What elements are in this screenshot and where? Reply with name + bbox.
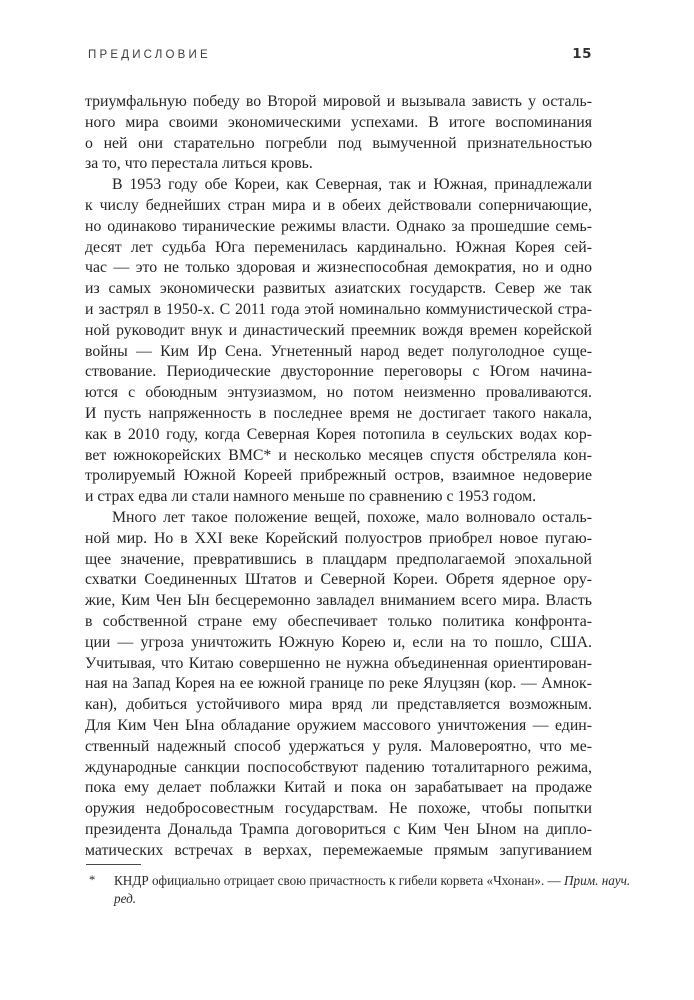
text-line: ная на Запад Корея на ее южной границе по реке Ялуцзян (кор. — Амнок- xyxy=(85,675,592,693)
text-line: И пусть напряженность в последнее время не достигает такого накала, xyxy=(85,404,592,422)
text-line: жие, Ким Чен Ын бесцеремонно завладел вниманием всего мира. Власть xyxy=(85,592,592,610)
text-line: ственный надежный способ удержаться у руля. Маловероятно, что ме- xyxy=(85,737,592,755)
text-line: войны — Ким Ир Сена. Угнетенный народ ведет полуголодное суще- xyxy=(85,342,592,360)
text-line: матических встречах в верхах, перемежаемые прямым запугиванием xyxy=(85,841,592,859)
footnote-note-italic-cont: ред. xyxy=(114,890,137,906)
text-line: вет южнокорейских ВМС* и несколько месяцев спустя обстреляла кон- xyxy=(85,446,592,464)
text-line: ствование. Периодические двусторонние переговоры с Югом начина- xyxy=(85,363,592,381)
text-line: Много лет такое положение вещей, похоже, мало волновало осталь- xyxy=(112,508,592,526)
text-line: в собственной стране ему обеспечивает только политика конфронта- xyxy=(85,612,592,630)
text-line: десят лет судьба Юга переменилась кардинально. Южная Корея сей- xyxy=(85,238,592,256)
text-line: пока ему делает поблажки Китай и пока он зарабатывает на продаже xyxy=(85,779,592,797)
paragraph xyxy=(85,92,592,175)
footnote-text: КНДР официально отрицает свою причастность к гибели корвета «Чхонан». — xyxy=(114,873,565,888)
text-line: триумфальную победу во Второй мировой и вызывала зависть у осталь- xyxy=(85,93,592,110)
text-line: оружия недобросовестным государствам. Не похоже, чтобы попытки xyxy=(85,800,592,818)
text-line: ции — угроза уничтожить Южную Корею и, если на то пошло, США. xyxy=(85,633,592,651)
text-line: за то, что перестала литься кровь. xyxy=(85,155,313,173)
text-line: ного мира своими экономическими успехами. В итоге воспоминания xyxy=(85,113,592,131)
text-line: из самых экономически развитых азиатских государств. Север же так xyxy=(85,280,592,298)
text-line: как в 2010 году, когда Северная Корея потопила в сеульских водах кор- xyxy=(85,425,592,443)
text-line: и застрял в 1950-х. С 2011 года этой номинально коммунистической стра- xyxy=(85,300,592,318)
paragraph xyxy=(85,175,592,508)
footnote xyxy=(85,872,631,907)
text-line: схватки Соединенных Штатов и Северной Кореи. Обретя ядерное ору- xyxy=(85,571,592,589)
text-line: тролируемый Южной Кореей прибрежный остров, взаимное недоверие xyxy=(85,467,592,485)
text-line: ной руководит внук и династический преемник вождя времен корейской xyxy=(85,321,592,339)
text-line: но одинаково тиранические режимы власти. Однако за прошедшие семь- xyxy=(85,217,592,235)
text-line: В 1953 году обе Кореи, как Северная, так и Южная, принадлежали xyxy=(112,176,592,194)
text-line: президента Дональда Трампа договориться с Ким Чен Ыном на дипло- xyxy=(85,820,592,838)
body-text xyxy=(85,92,592,861)
text-line: ждународные санкции поспособствуют падению тоталитарного режима, xyxy=(85,758,592,776)
section-title: ПРЕДИСЛОВИЕ xyxy=(88,49,211,61)
footnote-line-2 xyxy=(85,890,592,908)
text-line: о ней они старательно погребли под вымученной признательностью xyxy=(85,134,592,152)
footnote-separator xyxy=(86,864,141,865)
text-line: и страх едва ли стали намного меньше по сравнению с 1953 годом. xyxy=(85,488,537,506)
text-line: час — это не только здоровая и жизнеспособная демократия, но и одно xyxy=(85,259,592,277)
text-line: Учитывая, что Китаю совершенно не нужна объединенная ориентирован- xyxy=(85,654,592,672)
footnote-note-italic: Прим. науч. xyxy=(564,873,631,888)
page-header xyxy=(88,46,592,62)
text-line: к числу беднейших стран мира и в обеих действовали соперничающие, xyxy=(85,196,592,214)
text-line: Для Ким Чен Ына обладание оружием массового уничтожения — един- xyxy=(85,716,592,734)
footnote-marker: * xyxy=(89,873,96,887)
footnote-line-1 xyxy=(85,872,631,890)
text-line: ются с обоюдным энтузиазмом, но потом неизменно проваливаются. xyxy=(85,384,592,402)
text-line: кан), добиться устойчивого мира вряд ли представляется возможным. xyxy=(85,696,592,714)
text-line: ной мир. Но в XXI веке Корейский полуостров приобрел новое пугаю- xyxy=(85,529,592,547)
paragraph xyxy=(85,508,592,862)
page-number: 15 xyxy=(572,46,592,62)
text-line: щее значение, превратившись в плацдарм предполагаемой эпохальной xyxy=(85,550,592,568)
